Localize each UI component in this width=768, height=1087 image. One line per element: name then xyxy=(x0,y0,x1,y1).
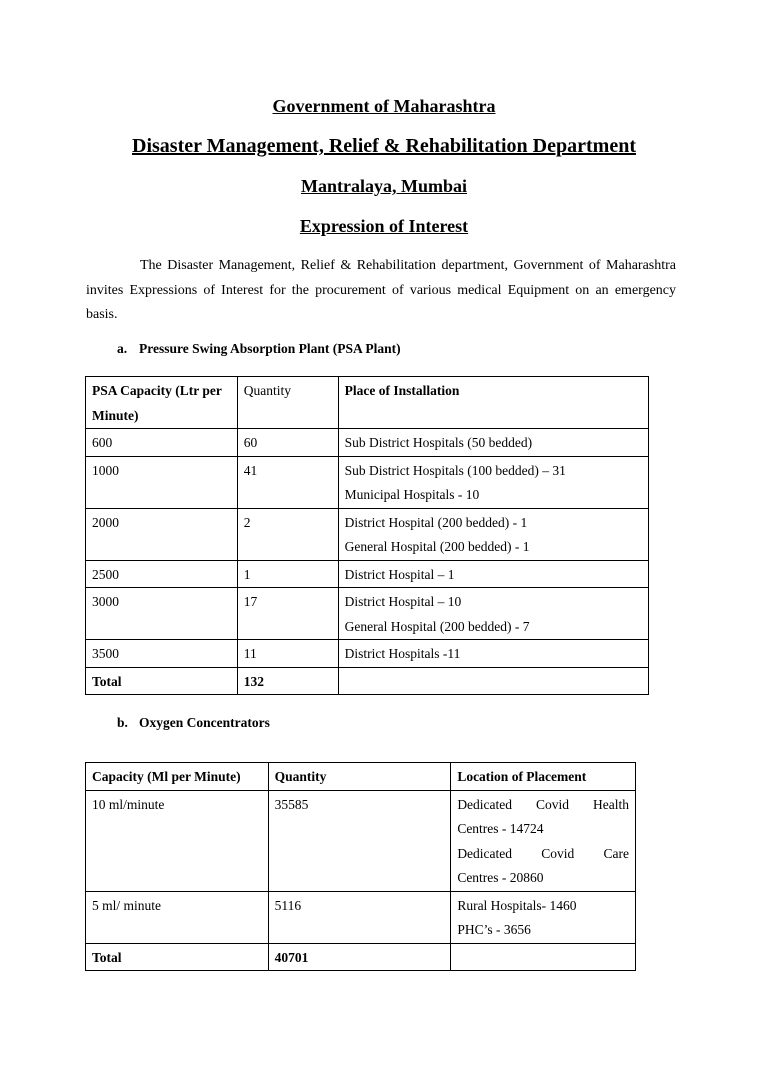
header-cell: Quantity xyxy=(237,377,338,429)
capacity-cell: 1000 xyxy=(86,456,238,508)
quantity-cell: 11 xyxy=(237,640,338,668)
table-row xyxy=(86,508,649,560)
table-row xyxy=(86,588,649,640)
table-row xyxy=(86,790,636,891)
header-cell: PSA Capacity (Ltr per Minute) xyxy=(86,377,238,429)
place-line: Rural Hospitals- 1460 xyxy=(457,897,577,913)
table-row xyxy=(86,640,649,668)
quantity-cell: 5116 xyxy=(268,891,451,943)
table-row xyxy=(86,560,649,588)
place-line: Sub District Hospitals (50 bedded) xyxy=(344,435,533,450)
section-a-marker: a. xyxy=(117,341,128,356)
psa-plant-table xyxy=(85,376,649,695)
heading-location: Mantralaya, Mumbai xyxy=(301,176,467,196)
place-cell xyxy=(338,560,648,588)
place-line: Sub District Hospitals (100 bedded) – 31 xyxy=(344,462,566,478)
place-line: District Hospital (200 bedded) - 1 xyxy=(344,514,528,530)
section-a-title: Pressure Swing Absorption Plant (PSA Plant) xyxy=(139,341,401,356)
heading-title: Expression of Interest xyxy=(299,216,469,236)
header-cell: Place of Installation xyxy=(338,377,648,429)
place-line: Centres - 14724 xyxy=(457,821,544,836)
table-header-row xyxy=(86,763,636,791)
table-row xyxy=(86,429,649,457)
section-b-title: Oxygen Concentrators xyxy=(139,715,270,730)
header-cell: Quantity xyxy=(268,763,451,791)
capacity-cell: 3500 xyxy=(86,640,238,668)
heading-department: Disaster Management, Relief & Rehabilitation Department xyxy=(132,135,636,157)
quantity-cell: 2 xyxy=(237,508,338,560)
total-value: 132 xyxy=(237,667,338,695)
quantity-cell: 35585 xyxy=(268,790,451,891)
header-cell: Location of Placement xyxy=(451,763,636,791)
quantity-cell: 60 xyxy=(237,429,338,457)
place-cell xyxy=(338,508,648,560)
place-line: General Hospital (200 bedded) - 1 xyxy=(344,539,530,554)
section-b-marker: b. xyxy=(117,715,128,730)
table-row xyxy=(86,456,649,508)
quantity-cell: 1 xyxy=(237,560,338,588)
place-line: Municipal Hospitals - 10 xyxy=(344,487,480,502)
header-cell: Capacity (Ml per Minute) xyxy=(86,763,269,791)
capacity-cell: 600 xyxy=(86,429,238,457)
intro-paragraph xyxy=(86,254,676,328)
place-line: Dedicated Covid Care xyxy=(457,845,629,861)
place-line: PHC’s - 3656 xyxy=(457,922,531,937)
quantity-cell: 41 xyxy=(237,456,338,508)
capacity-cell: 2000 xyxy=(86,508,238,560)
capacity-cell: 2500 xyxy=(86,560,238,588)
table-row xyxy=(86,891,636,943)
place-line: Centres - 20860 xyxy=(457,870,544,885)
place-cell xyxy=(338,640,648,668)
place-line: Dedicated Covid Health xyxy=(457,796,629,812)
place-line: District Hospital – 10 xyxy=(344,594,462,609)
total-label: Total xyxy=(86,667,238,695)
place-cell xyxy=(451,790,636,891)
place-line: District Hospital – 1 xyxy=(344,566,455,582)
intro-text: The Disaster Management, Relief & Rehabilitation department, Government of Maharashtra invites Expressions of Interest for the procurement of various medical Equipment on an emergency basis. xyxy=(86,258,676,322)
oxygen-concentrators-table xyxy=(85,762,636,971)
capacity-cell: 3000 xyxy=(86,588,238,640)
table-header-row xyxy=(86,377,649,429)
total-row xyxy=(86,943,636,971)
place-line: General Hospital (200 bedded) - 7 xyxy=(344,618,530,634)
capacity-cell: 10 ml/minute xyxy=(86,790,269,891)
quantity-cell: 17 xyxy=(237,588,338,640)
capacity-cell: 5 ml/ minute xyxy=(86,891,269,943)
section-b-heading xyxy=(117,715,270,731)
place-cell xyxy=(338,429,648,457)
empty-cell xyxy=(451,943,636,971)
place-cell xyxy=(338,588,648,640)
total-label: Total xyxy=(86,943,269,971)
total-value: 40701 xyxy=(268,943,451,971)
empty-cell xyxy=(338,667,648,695)
heading-government: Government of Maharashtra xyxy=(272,96,496,116)
total-row xyxy=(86,667,649,695)
place-cell xyxy=(451,891,636,943)
section-a-heading xyxy=(117,341,401,357)
place-line: District Hospitals -11 xyxy=(344,646,461,661)
place-cell xyxy=(338,456,648,508)
